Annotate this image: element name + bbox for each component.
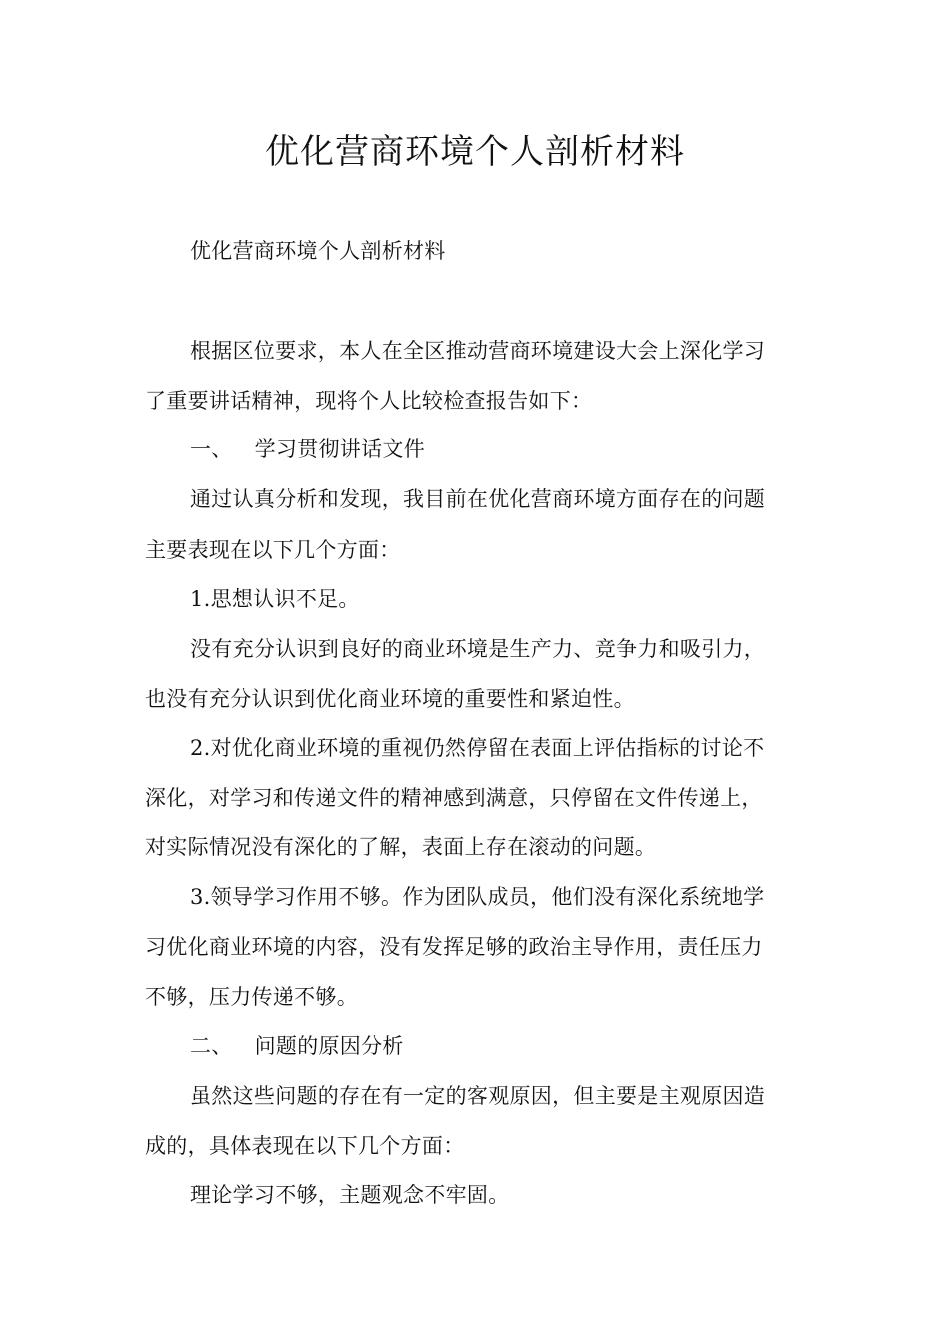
section-heading-text: 学习贯彻讲话文件 — [254, 437, 426, 461]
paragraph-line: 成的，具体表现在以下几个方面： — [145, 1134, 465, 1158]
paragraph-line: 虽然这些问题的存在有一定的客观原因，但主要是主观原因造 — [190, 1084, 766, 1108]
paragraph-line: 理论学习不够，主题观念不牢固。 — [190, 1183, 510, 1207]
paragraph-line: 深化，对学习和传递文件的精神感到满意，只停留在文件传递上， — [145, 786, 763, 810]
section-number: 二、 — [190, 1034, 233, 1058]
list-item-heading: 1.思想认识不足。 — [190, 587, 360, 611]
section-heading-text: 问题的原因分析 — [254, 1034, 404, 1058]
paragraph-line: 不够，压力传递不够。 — [145, 985, 358, 1009]
paragraph-line: 对实际情况没有深化的了解，表面上存在滚动的问题。 — [145, 835, 657, 859]
paragraph-line: 也没有充分认识到优化商业环境的重要性和紧迫性。 — [145, 687, 635, 711]
paragraph-line: 通过认真分析和发现，我目前在优化营商环境方面存在的问题 — [190, 487, 766, 511]
section-number: 一、 — [190, 437, 233, 461]
paragraph-line: 主要表现在以下几个方面： — [145, 538, 401, 562]
paragraph-line: 3.领导学习作用不够。作为团队成员，他们没有深化系统地学 — [190, 885, 765, 909]
paragraph-line: 根据区位要求，本人在全区推动营商环境建设大会上深化学习 — [190, 339, 766, 363]
section-heading-1 — [145, 434, 810, 464]
paragraph-line: 没有充分认识到良好的商业环境是生产力、竞争力和吸引力， — [190, 637, 766, 661]
paragraph-line: 2.对优化商业环境的重视仍然停留在表面上评估指标的讨论不 — [190, 736, 765, 760]
paragraph-line: 了重要讲话精神，现将个人比较检查报告如下： — [145, 389, 593, 413]
section-heading-2 — [145, 1031, 810, 1061]
paragraph-line: 习优化商业环境的内容，没有发挥足够的政治主导作用，责任压力 — [145, 935, 763, 959]
document-title: 优化营商环境个人剖析材料 — [265, 132, 685, 172]
document-subtitle: 优化营商环境个人剖析材料 — [190, 239, 446, 263]
